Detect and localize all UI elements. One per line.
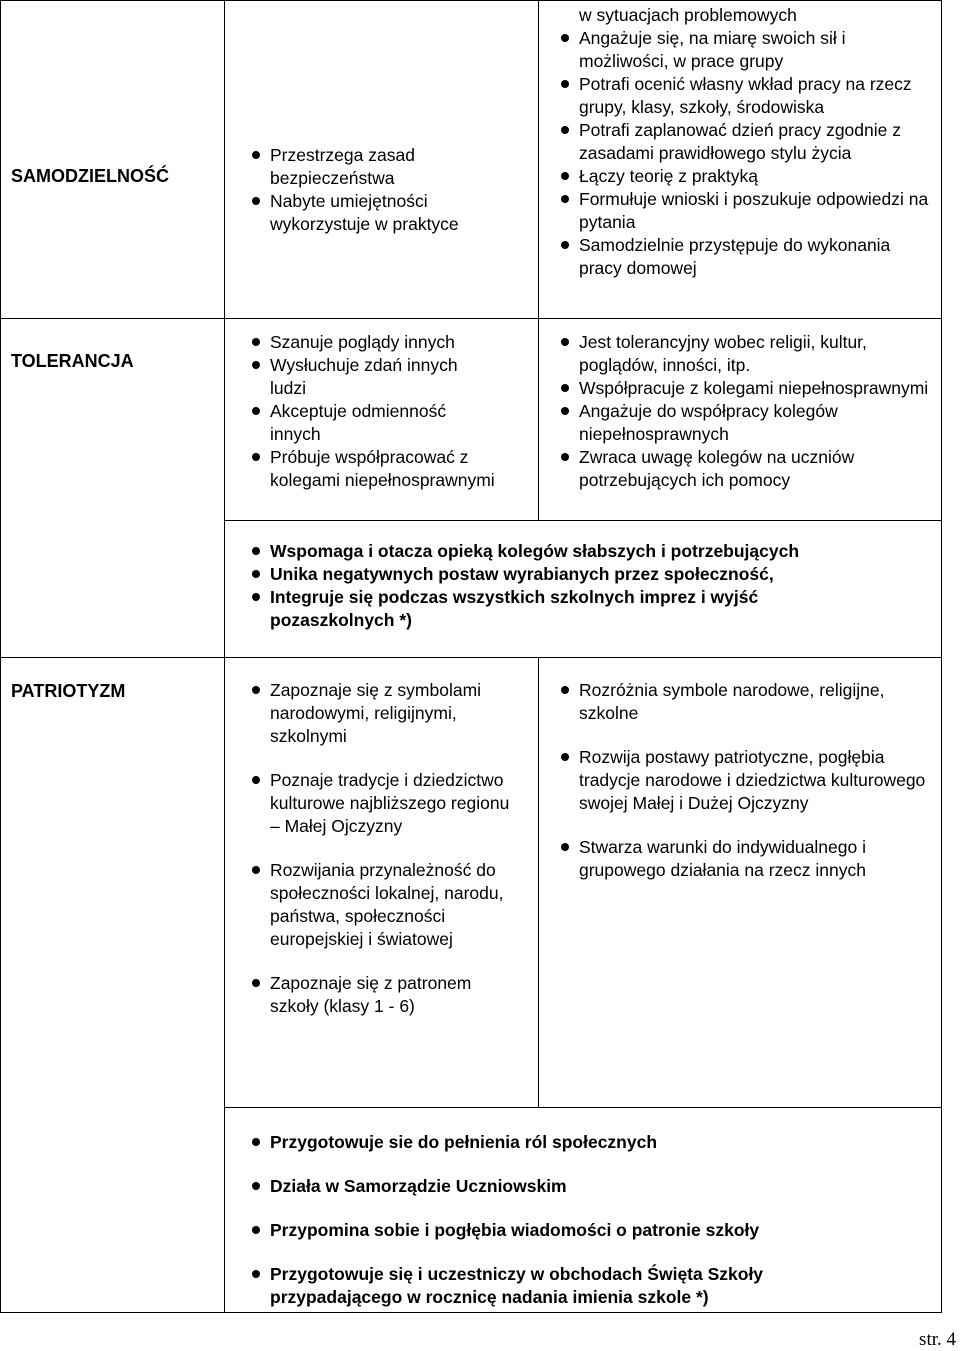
tolerancja-wide-list <box>246 540 896 632</box>
list-item: Jest tolerancyjny wobec religii, kultur, poglądów, inności, itp. <box>555 331 930 377</box>
list-item: Wspomaga i otacza opieką kolegów słabszych i potrzebujących <box>246 540 896 563</box>
list-item: Współpracuje z kolegami niepełnosprawnymi <box>555 377 930 400</box>
list-item: Rozwijania przynależność do społeczności lokalnej, narodu, państwa, społeczności europejskiej i światowej <box>246 859 520 951</box>
patriotyzm-wide-divider <box>224 1107 942 1108</box>
section-label-tolerancja: TOLERANCJA <box>11 351 134 371</box>
list-item: Rozróżnia symbole narodowe, religijne, szkolne <box>555 679 925 725</box>
tolerancja-wide-divider <box>224 520 942 521</box>
column-divider-1 <box>224 0 225 1313</box>
column-divider-2 <box>538 0 539 520</box>
list-item: Szanuje poglądy innych <box>246 331 526 354</box>
samodzielnosc-col3-list <box>555 4 935 280</box>
list-item: Przygotowuje się i uczestniczy w obchodach Święta Szkoły przypadającego w rocznicę nadania imienia szkole *) <box>246 1263 850 1309</box>
list-item: Potrafi zaplanować dzień pracy zgodnie z zasadami prawidłowego stylu życia <box>555 119 935 165</box>
page-number: str. 4 <box>919 1329 956 1350</box>
list-item: Przypomina sobie i pogłębia wiadomości o patronie szkoły <box>246 1219 926 1242</box>
patriotyzm-col2-list <box>246 679 516 1018</box>
list-item: Formułuje wnioski i poszukuje odpowiedzi na pytania <box>555 188 935 234</box>
list-item: Unika negatywnych postaw wyrabianych przez społeczność, <box>246 563 896 586</box>
list-item: Zwraca uwagę kolegów na uczniów potrzebujących ich pomocy <box>555 446 930 492</box>
section-label-patriotyzm: PATRIOTYZM <box>11 681 126 701</box>
list-item: Łączy teorię z praktyką <box>555 165 935 188</box>
list-item: Potrafi ocenić własny wkład pracy na rzecz grupy, klasy, szkoły, środowiska <box>555 73 935 119</box>
list-item: Zapoznaje się z symbolami narodowymi, religijnymi, szkolnymi <box>246 679 520 748</box>
patriotyzm-col3-list <box>555 679 925 882</box>
list-item: Działa w Samorządzie Uczniowskim <box>246 1175 926 1198</box>
patriotyzm-wide-list <box>246 1131 926 1309</box>
list-item: Wysłuchuje zdań innych ludzi <box>246 354 490 400</box>
list-item: Stwarza warunki do indywidualnego i grupowego działania na rzecz innych <box>555 836 924 882</box>
list-item: Przygotowuje sie do pełnienia ról społecznych <box>246 1131 926 1154</box>
list-item: Rozwija postawy patriotyczne, pogłębia tradycje narodowe i dziedzictwa kulturowego swojej Małej i Dużej Ojczyzny <box>555 746 934 815</box>
list-item: Akceptuje odmienność innych <box>246 400 500 446</box>
list-item: Próbuje współpracować z kolegami niepełnosprawnymi <box>246 446 526 492</box>
list-item: Integruje się podczas wszystkich szkolnych imprez i wyjść pozaszkolnych *) <box>246 586 840 632</box>
column-divider-2b <box>538 657 539 1107</box>
row-divider-patriotyzm <box>0 657 942 658</box>
list-item-continuation: w sytuacjach problemowych <box>579 5 797 25</box>
list-item: Samodzielnie przystępuje do wykonania pracy domowej <box>555 234 935 280</box>
tolerancja-col2-list <box>246 331 526 492</box>
list-item: Poznaje tradycje i dziedzictwo kulturowe najbliższego regionu – Małej Ojczyzny <box>246 769 516 838</box>
section-label-samodzielnosc: SAMODZIELNOŚĆ <box>11 166 170 186</box>
tolerancja-col3-list <box>555 331 930 492</box>
list-item: Angażuje do współpracy kolegów niepełnosprawnych <box>555 400 930 446</box>
samodzielnosc-col2-list <box>246 144 532 236</box>
list-item: Angażuje się, na miarę swoich sił i możliwości, w prace grupy <box>555 27 935 73</box>
list-item: Nabyte umiejętności wykorzystuje w praktyce <box>246 190 532 236</box>
row-divider-tolerancja <box>0 318 942 319</box>
list-item: Przestrzega zasad bezpieczeństwa <box>246 144 532 190</box>
list-item: Zapoznaje się z patronem szkoły (klasy 1 - 6) <box>246 972 520 1018</box>
